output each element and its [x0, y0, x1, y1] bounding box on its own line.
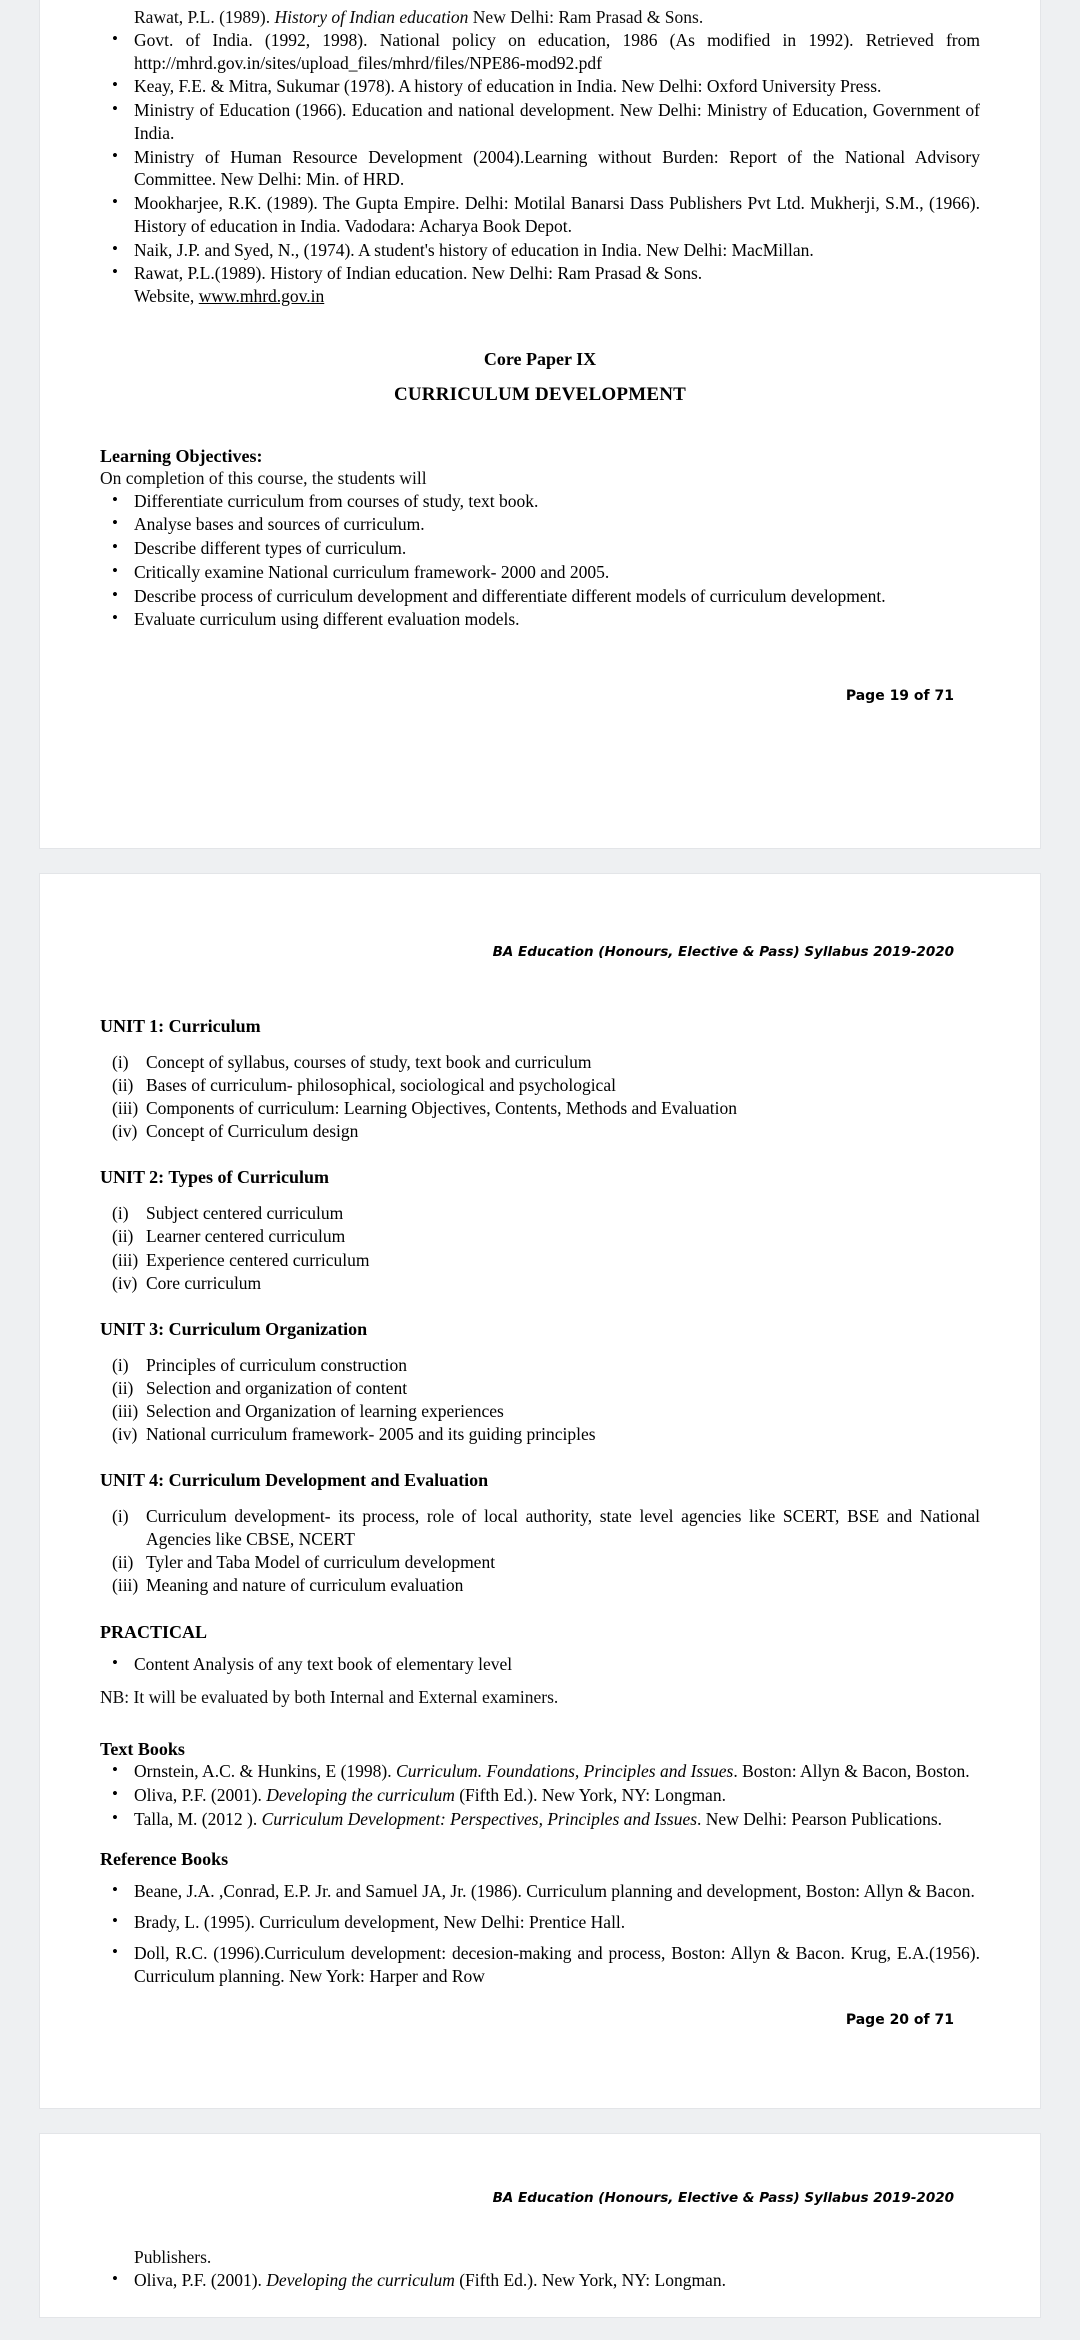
reference-book-item: • Brady, L. (1995). Curriculum development, New Delhi: Prentice Hall.: [100, 1911, 980, 1934]
book-title: Curriculum Development: Perspectives, Principles and Issues: [261, 1808, 698, 1829]
reference-text: Rawat, P.L.(1989). History of Indian education. New Delhi: Ram Prasad & Sons.: [134, 263, 703, 284]
reference-item: • Ministry of Education (1966). Education and national development. New Delhi: Ministry of Education, Government of India.: [100, 99, 980, 145]
unit-item-number: (iv): [112, 1272, 138, 1293]
reference-books-heading: Reference Books: [100, 1849, 229, 1870]
unit-item-number: (iii): [112, 1249, 139, 1270]
reference-book-item: • Doll, R.C. (1996).Curriculum development: decesion-making and process, Boston: Allyn & Bacon. Krug, E.A.(1956). Curriculum planning. New York: Harper and Row: [100, 1942, 980, 1988]
unit-item-text: Subject centered curriculum: [146, 1203, 344, 1224]
core-paper-heading: Core Paper IX: [483, 348, 597, 369]
book-title: Developing the curriculum: [266, 2270, 455, 2290]
book-publisher: . New Delhi: Pearson Publications.: [697, 1808, 943, 1829]
unit-item-text: National curriculum framework- 2005 and its guiding principles: [146, 1424, 596, 1445]
unit-item: [100, 1354, 980, 1377]
unit-1-items: [100, 1051, 980, 1143]
document-page-21: [40, 2134, 1040, 2317]
unit-item-text: Selection and organization of content: [146, 1377, 408, 1398]
learning-objective-item: • Analyse bases and sources of curriculum.: [100, 513, 980, 536]
unit-item-text: Core curriculum: [146, 1272, 262, 1293]
unit-item-text: Concept of Curriculum design: [146, 1121, 359, 1142]
book-author: Oliva, P.F. (2001).: [134, 2270, 267, 2290]
learning-objective-item: • Evaluate curriculum using different evaluation models.: [100, 608, 980, 631]
unit-item-text: Concept of syllabus, courses of study, text book and curriculum: [146, 1052, 592, 1072]
unit-item: [100, 1202, 980, 1225]
website-label: Website,: [134, 286, 199, 306]
unit-item-text: Components of curriculum: Learning Objectives, Contents, Methods and Evaluation: [146, 1098, 737, 1119]
learning-objective-item: • Critically examine National curriculum framework- 2000 and 2005.: [100, 561, 980, 584]
unit-item-text: Selection and Organization of learning experiences: [146, 1400, 504, 1421]
reference-item-last: [100, 262, 980, 308]
unit-item: [100, 1505, 980, 1551]
unit-item-text: Experience centered curriculum: [146, 1249, 370, 1270]
unit-3-items: [100, 1354, 980, 1446]
reference-book-item: [100, 2269, 980, 2292]
ref-author-text: Rawat, P.L. (1989).: [134, 7, 275, 27]
text-book-item: [100, 1808, 980, 1831]
unit-item-text: Learner centered curriculum: [146, 1226, 346, 1247]
book-publisher: . Boston: Allyn & Bacon, Boston.: [733, 1761, 970, 1781]
learning-objective-item: • Describe different types of curriculum.: [100, 537, 980, 560]
reference-item: • Mookharjee, R.K. (1989). The Gupta Empire. Delhi: Motilal Banarsi Dass Publishers Pvt Ltd. Mukherji, S.M., (1966). History of education in India. Vadodara: Acharya Book Depot.: [100, 192, 980, 238]
unit-item-number: (iii): [112, 1575, 139, 1596]
reference-list-page21: [100, 2269, 980, 2292]
unit-item-number: (i): [112, 1203, 129, 1224]
learning-objectives-list: [100, 490, 980, 632]
page-number-footer: Page 20 of 71: [845, 2012, 954, 2029]
unit-item: [100, 1051, 980, 1074]
reference-item: • Naik, J.P. and Syed, N., (1974). A student's history of education in India. New Delhi: MacMillan.: [100, 239, 980, 262]
text-books-heading: Text Books: [100, 1739, 185, 1759]
website-link[interactable]: www.mhrd.gov.in: [198, 286, 325, 306]
unit-item-number: (iii): [112, 1098, 139, 1119]
unit-item: [100, 1120, 980, 1143]
paper-title-heading: CURRICULUM DEVELOPMENT: [393, 383, 687, 405]
unit-item: [100, 1225, 980, 1248]
reference-item: • Govt. of India. (1992, 1998). National policy on education, 1986 (As modified in 1992). Retrieved from http://mhrd.gov.in/sites/upload_files/mhrd/files/NPE86-mod92.pdf: [100, 29, 980, 75]
unit-item-number: (i): [112, 1354, 129, 1375]
book-title: Developing the curriculum: [266, 1784, 455, 1805]
book-title: Curriculum. Foundations, Principles and Issues: [396, 1761, 734, 1781]
learning-objectives-intro: On completion of this course, the students will: [100, 467, 427, 488]
unit-item-number: (ii): [112, 1377, 134, 1398]
learning-objective-item: • Describe process of curriculum development and differentiate different models of curriculum development.: [100, 585, 980, 608]
book-author: Talla, M. (2012 ).: [134, 1808, 262, 1829]
unit-item-number: (ii): [112, 1075, 134, 1096]
unit-4-items: [100, 1505, 980, 1597]
unit-item-number: (iv): [112, 1121, 138, 1142]
unit-item: [100, 1074, 980, 1097]
unit-item: [100, 1249, 980, 1272]
text-book-item: [100, 1760, 980, 1783]
page-separator: [0, 848, 1080, 874]
practical-note: NB: It will be evaluated by both Internal and External examiners.: [100, 1687, 559, 1708]
book-publisher: (Fifth Ed.). New York, NY: Longman.: [454, 1784, 726, 1805]
unit-item-number: (ii): [112, 1552, 134, 1573]
text-book-item: [100, 1784, 980, 1807]
unit-item-text: Curriculum development- its process, role of local authority, state level agencies like SCERT, BSE and National Agencies like CBSE, NCERT: [146, 1506, 980, 1550]
unit-heading-1: UNIT 1: Curriculum: [100, 1016, 261, 1036]
unit-item-text: Meaning and nature of curriculum evaluation: [146, 1575, 464, 1596]
unit-item: [100, 1574, 980, 1597]
unit-item: [100, 1272, 980, 1295]
reference-item: • Keay, F.E. & Mitra, Sukumar (1978). A history of education in India. New Delhi: Oxford University Press.: [100, 75, 980, 98]
publishers-line: Publishers.: [134, 2247, 212, 2268]
book-author: Ornstein, A.C. & Hunkins, E (1998).: [134, 1761, 397, 1781]
unit-item: [100, 1097, 980, 1120]
unit-item-text: Principles of curriculum construction: [146, 1354, 407, 1375]
unit-item-number: (iv): [112, 1424, 138, 1445]
unit-item-text: Bases of curriculum- philosophical, sociological and psychological: [146, 1075, 616, 1096]
book-publisher: (Fifth Ed.). New York, NY: Longman.: [454, 2270, 726, 2290]
unit-heading-2: UNIT 2: Types of Curriculum: [100, 1167, 330, 1188]
running-header: BA Education (Honours, Elective & Pass) Syllabus 2019-2020: [492, 944, 954, 960]
running-header: BA Education (Honours, Elective & Pass) Syllabus 2019-2020: [492, 2190, 954, 2207]
practical-list: [100, 1653, 980, 1676]
reference-item: • Ministry of Human Resource Development (2004).Learning without Burden: Report of the National Advisory Committee. New Delhi: Min. of HRD.: [100, 146, 980, 192]
unit-item: [100, 1423, 980, 1446]
continued-reference-line: [100, 6, 980, 29]
unit-item-number: (i): [112, 1506, 129, 1527]
unit-heading-4: UNIT 4: Curriculum Development and Evaluation: [100, 1470, 489, 1491]
ref-publisher-text: New Delhi: Ram Prasad & Sons.: [468, 7, 704, 27]
reference-books-list: [100, 1880, 980, 1987]
unit-item-text: Tyler and Taba Model of curriculum development: [146, 1552, 496, 1573]
ref-title-italic: History of Indian education: [274, 7, 469, 27]
text-books-list: [100, 1760, 980, 1830]
unit-item-number: (ii): [112, 1226, 134, 1247]
document-page-20: [40, 874, 1040, 2108]
unit-item: [100, 1377, 980, 1400]
unit-item-number: (iii): [112, 1400, 139, 1421]
learning-objective-item: • Differentiate curriculum from courses of study, text book.: [100, 490, 980, 513]
document-page-19: [40, 0, 1040, 848]
unit-item-number: (i): [112, 1052, 129, 1072]
practical-item: • Content Analysis of any text book of elementary level: [100, 1653, 980, 1676]
reference-list-page19: [100, 29, 980, 308]
reference-book-item: • Beane, J.A. ,Conrad, E.P. Jr. and Samuel JA, Jr. (1986). Curriculum planning and development, Boston: Allyn & Bacon.: [100, 1880, 980, 1903]
unit-heading-3: UNIT 3: Curriculum Organization: [100, 1318, 368, 1339]
unit-item: [100, 1400, 980, 1423]
practical-heading: PRACTICAL: [100, 1621, 208, 1642]
page-separator: [0, 2108, 1080, 2134]
learning-objectives-heading: Learning Objectives:: [100, 445, 263, 466]
unit-2-items: [100, 1202, 980, 1294]
page-number-footer: Page 19 of 71: [845, 688, 954, 704]
unit-item: [100, 1551, 980, 1574]
book-author: Oliva, P.F. (2001).: [134, 1784, 267, 1805]
